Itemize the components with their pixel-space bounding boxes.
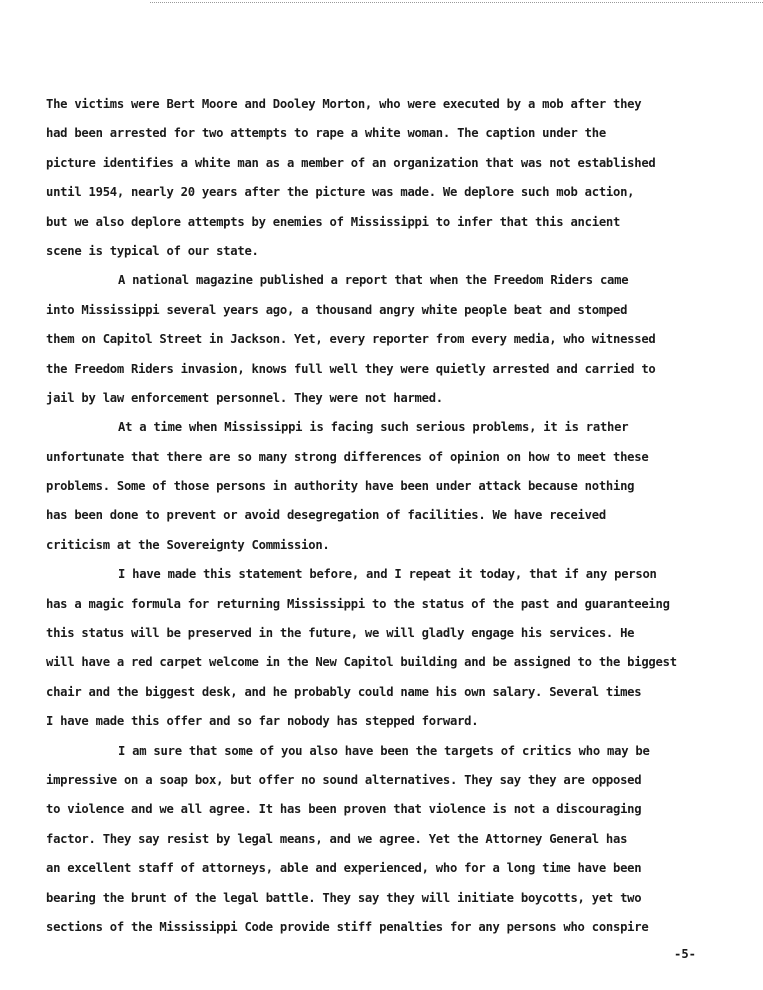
text-line: the Freedom Riders invasion, knows full well they were quietly arrested and carried to [46, 361, 656, 376]
text-line: into Mississippi several years ago, a thousand angry white people beat and stomped [46, 302, 628, 317]
text-line: problems. Some of those persons in authority have been under attack because nothing [46, 479, 635, 494]
text-line: criticism at the Sovereignty Commission. [46, 537, 330, 552]
text-line: unfortunate that there are so many strong differences of opinion on how to meet these [46, 449, 649, 464]
text-line: scene is typical of our state. [46, 243, 259, 258]
paragraph-first-line: A national magazine published a report that when the Freedom Riders came [118, 273, 629, 288]
paragraph-first-line: At a time when Mississippi is facing such serious problems, it is rather [118, 420, 629, 435]
text-line: until 1954, nearly 20 years after the picture was made. We deplore such mob action, [46, 185, 635, 200]
text-line: chair and the biggest desk, and he probably could name his own salary. Several times [46, 684, 642, 699]
document-body [46, 90, 726, 942]
text-line: factor. They say resist by legal means, and we agree. Yet the Attorney General has [46, 831, 628, 846]
text-line: but we also deplore attempts by enemies of Mississippi to infer that this ancient [46, 214, 621, 229]
top-dotted-rule [150, 2, 763, 3]
text-line: this status will be preserved in the future, we will gladly engage his services. He [46, 626, 635, 641]
text-line: has a magic formula for returning Mississippi to the status of the past and guaranteeing [46, 596, 670, 611]
text-line: picture identifies a white man as a member of an organization that was not established [46, 155, 656, 170]
text-line: I have made this offer and so far nobody has stepped forward. [46, 714, 479, 729]
text-line: bearing the brunt of the legal battle. They say they will initiate boycotts, yet two [46, 890, 642, 905]
text-line: The victims were Bert Moore and Dooley Morton, who were executed by a mob after they [46, 97, 642, 111]
text-line: an excellent staff of attorneys, able and experienced, who for a long time have been [46, 861, 642, 876]
text-line: to violence and we all agree. It has been proven that violence is not a discouraging [46, 802, 642, 817]
text-line: had been arrested for two attempts to rape a white woman. The caption under the [46, 126, 606, 141]
text-line: them on Capitol Street in Jackson. Yet, every reporter from every media, who witnessed [46, 332, 656, 347]
page-number: -5- [674, 947, 697, 961]
text-line: jail by law enforcement personnel. They were not harmed. [46, 390, 443, 405]
text-line: impressive on a soap box, but offer no sound alternatives. They say they are opposed [46, 772, 642, 787]
text-line: will have a red carpet welcome in the New Capitol building and be assigned to the biggest [46, 655, 677, 670]
paragraph-first-line: I am sure that some of you also have been the targets of critics who may be [118, 743, 650, 758]
paragraph-first-line: I have made this statement before, and I repeat it today, that if any person [118, 567, 657, 582]
text-line: has been done to prevent or avoid desegregation of facilities. We have received [46, 508, 606, 523]
text-line: sections of the Mississippi Code provide stiff penalties for any persons who conspire [46, 919, 649, 934]
